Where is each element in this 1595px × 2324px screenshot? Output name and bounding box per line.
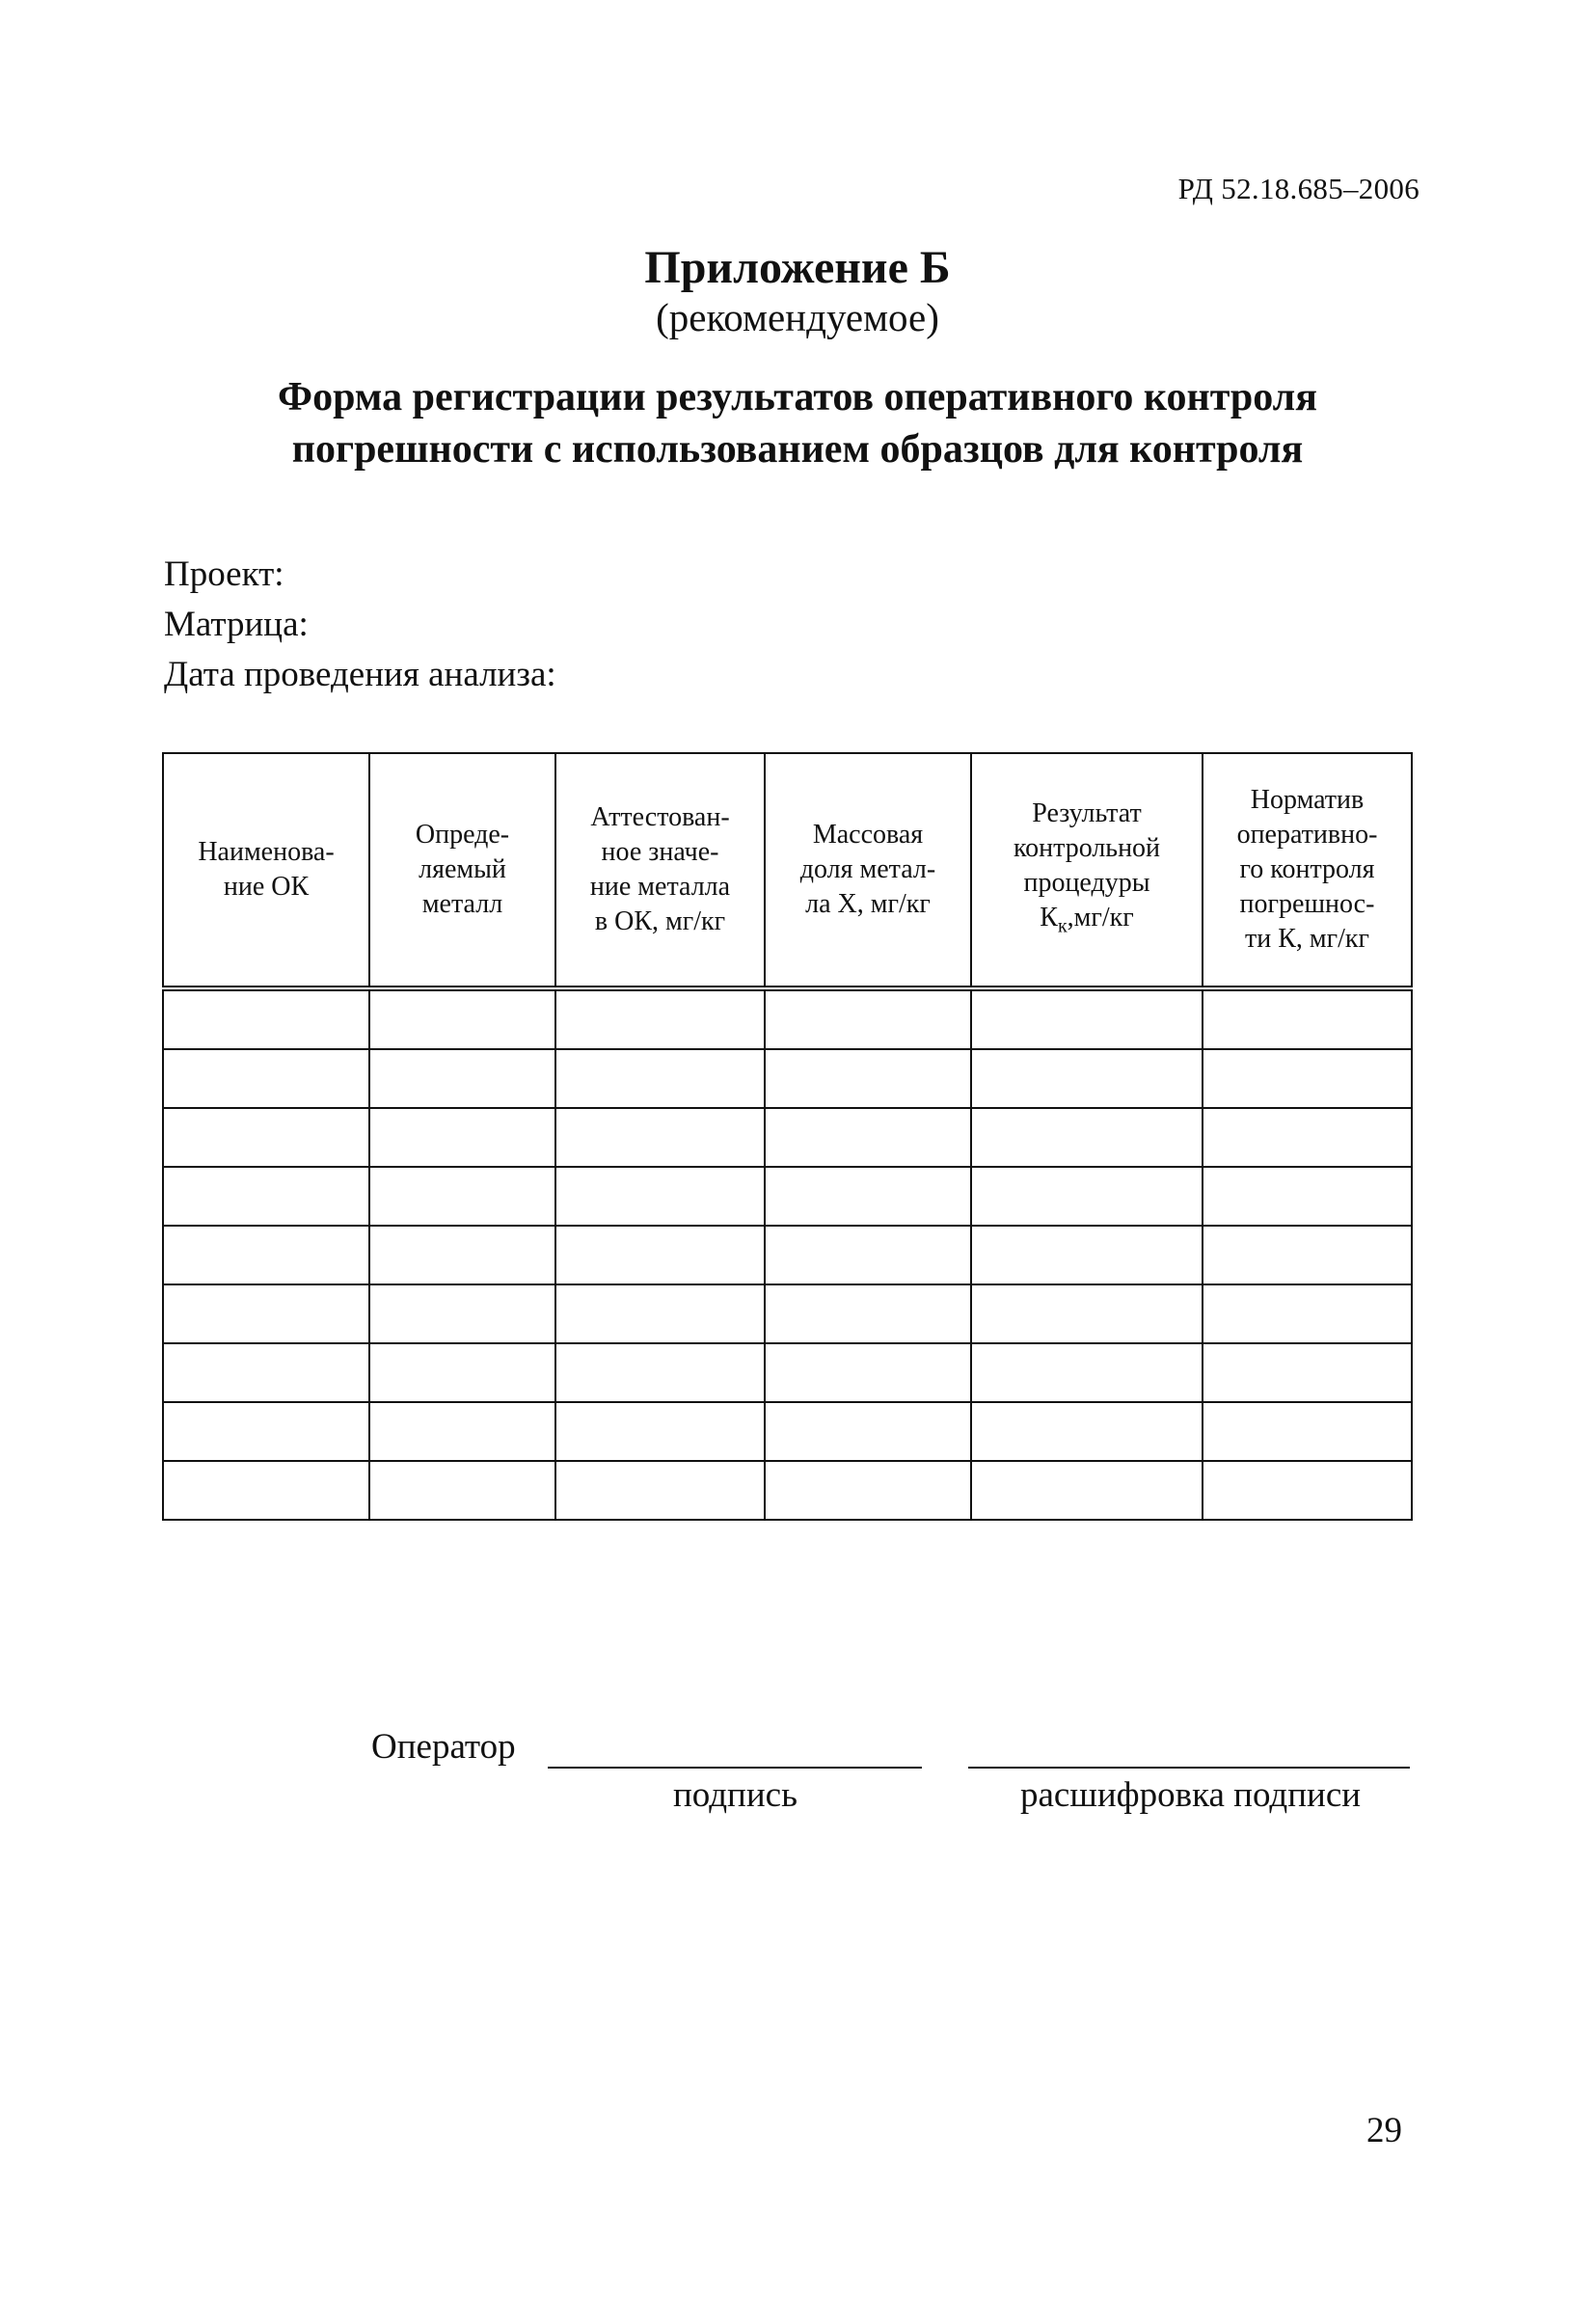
page-number: 29: [1366, 2111, 1402, 2150]
table-row: [163, 1108, 1412, 1167]
table-cell: [163, 1049, 369, 1108]
table-cell: [555, 1284, 765, 1343]
table-cell: [555, 1108, 765, 1167]
table-cell: [1203, 1343, 1412, 1402]
table-row: [163, 988, 1412, 1049]
table-cell: [555, 1226, 765, 1284]
table-cell: [765, 1108, 971, 1167]
appendix-title: Приложение Б: [644, 242, 951, 293]
form-title: [0, 371, 1595, 475]
table-row: [163, 1284, 1412, 1343]
analysis-date-label: Дата проведения анализа:: [164, 655, 556, 694]
table-row: [163, 1402, 1412, 1461]
table-cell: [369, 1049, 555, 1108]
table-row: [163, 1343, 1412, 1402]
table-cell: [369, 1108, 555, 1167]
decryption-line: [968, 1767, 1410, 1769]
table-cell: [1203, 1049, 1412, 1108]
table-cell: [555, 988, 765, 1049]
table-cell: [369, 1343, 555, 1402]
table-cell: [163, 1402, 369, 1461]
results-table: [162, 752, 1413, 1521]
table-cell: [369, 1167, 555, 1226]
table-cell: [765, 1226, 971, 1284]
table-cell: [163, 1226, 369, 1284]
col-header-control-norm: Норматив оперативно- го контроля погрешнос- ти К, мг/кг: [1203, 753, 1412, 988]
table-cell: [555, 1461, 765, 1520]
table-cell: [765, 1343, 971, 1402]
table-cell: [1203, 1284, 1412, 1343]
table-cell: [1203, 1108, 1412, 1167]
table-cell: [1203, 1226, 1412, 1284]
signature-caption: подпись: [673, 1775, 798, 1815]
table-cell: [369, 1461, 555, 1520]
table-cell: [1203, 1167, 1412, 1226]
decryption-caption: расшифровка подписи: [1020, 1775, 1362, 1815]
table-cell: [765, 988, 971, 1049]
table-cell: [765, 1167, 971, 1226]
table-row: [163, 1167, 1412, 1226]
table-cell: [369, 988, 555, 1049]
table-cell: [369, 1284, 555, 1343]
table-cell: [163, 1343, 369, 1402]
table-cell: [555, 1167, 765, 1226]
table-cell: [369, 1402, 555, 1461]
table-cell: [971, 1343, 1203, 1402]
form-title-line-1: Форма регистрации результатов оперативного контроля: [278, 375, 1317, 419]
table-cell: [369, 1226, 555, 1284]
col-header-mass-fraction: Массовая доля метал- ла X, мг/кг: [765, 753, 971, 988]
table-cell: [971, 1226, 1203, 1284]
table-cell: [971, 988, 1203, 1049]
project-label: Проект:: [164, 554, 284, 594]
table-row: [163, 1461, 1412, 1520]
table-cell: [1203, 988, 1412, 1049]
form-title-line-2: погрешности с использованием образцов для контроля: [291, 427, 1304, 472]
table-cell: [1203, 1402, 1412, 1461]
appendix-subtitle: (рекомендуемое): [656, 295, 939, 339]
table-cell: [971, 1167, 1203, 1226]
doc-code: РД 52.18.685–2006: [1177, 172, 1419, 205]
table-cell: [163, 1461, 369, 1520]
table-cell: [765, 1461, 971, 1520]
matrix-label: Матрица:: [164, 605, 309, 644]
table-cell: [971, 1461, 1203, 1520]
table-cell: [971, 1284, 1203, 1343]
table-cell: [163, 988, 369, 1049]
table-cell: [765, 1049, 971, 1108]
table-row: [163, 1226, 1412, 1284]
table-cell: [971, 1049, 1203, 1108]
col-header-sample-name: Наименова- ние ОК: [163, 753, 369, 988]
col-header-certified-value: Аттестован- ное значе- ние металла в ОК, мг/кг: [555, 753, 765, 988]
table-cell: [555, 1402, 765, 1461]
operator-label: Оператор: [371, 1727, 516, 1767]
table-row: [163, 1049, 1412, 1108]
table-header-row: [163, 753, 1412, 988]
table-cell: [555, 1049, 765, 1108]
table-cell: [765, 1402, 971, 1461]
table-cell: [765, 1284, 971, 1343]
table-cell: [971, 1402, 1203, 1461]
col-header-control-result: Результат контрольной процедуры $К_к,мг/кг$: [971, 753, 1203, 988]
table-cell: [163, 1284, 369, 1343]
table-body: [163, 988, 1412, 1520]
table-cell: [1203, 1461, 1412, 1520]
table-cell: [971, 1108, 1203, 1167]
table-cell: [555, 1343, 765, 1402]
table-cell: [163, 1108, 369, 1167]
form-fields: [164, 550, 556, 700]
signature-line: [548, 1767, 922, 1769]
table-cell: [163, 1167, 369, 1226]
col-header-metal: Опреде- ляемый металл: [369, 753, 555, 988]
